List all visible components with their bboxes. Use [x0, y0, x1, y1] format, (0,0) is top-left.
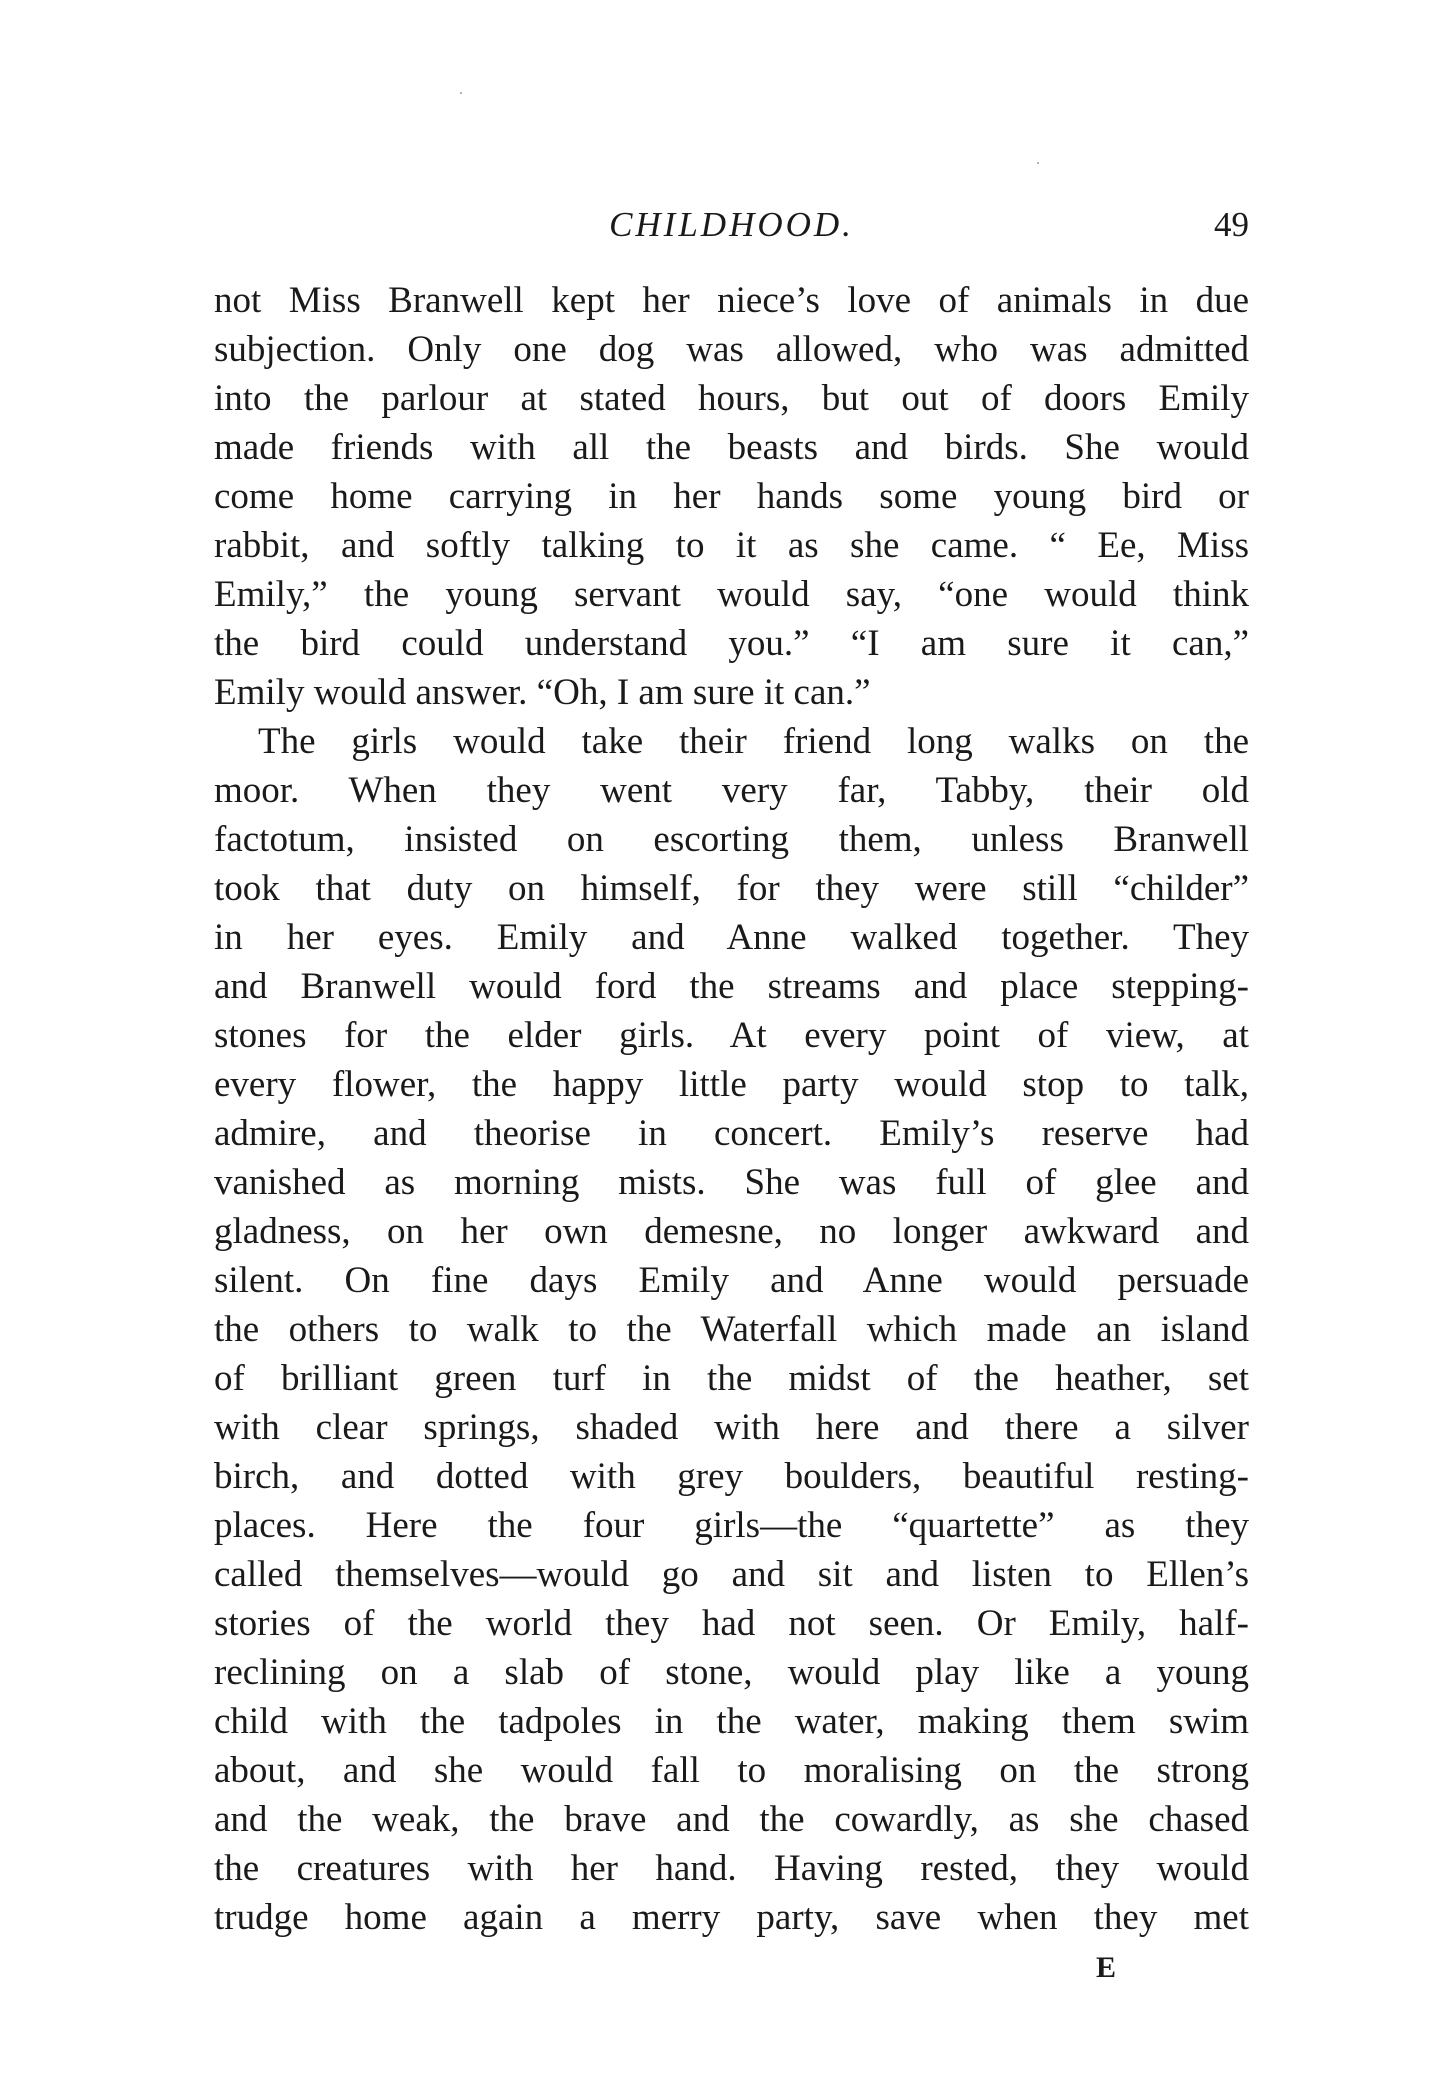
text-line: about, and she would fall to moralising on the strong: [214, 1750, 1249, 1791]
text-line: in her eyes. Emily and Anne walked together. They: [214, 917, 1249, 958]
text-line: rabbit, and softly talking to it as she came. “ Ee, Miss: [214, 525, 1249, 566]
text-line: stories of the world they had not seen. Or Emily, half-: [214, 1603, 1249, 1644]
text-line: admire, and theorise in concert. Emily’s reserve had: [214, 1113, 1249, 1154]
text-line: vanished as morning mists. She was full of glee and: [214, 1162, 1249, 1203]
text-line: factotum, insisted on escorting them, unless Branwell: [214, 819, 1249, 860]
text-line: Emily,” the young servant would say, “one would think: [214, 574, 1249, 615]
text-line: made friends with all the beasts and birds. She would: [214, 427, 1249, 468]
text-line: and Branwell would ford the streams and place stepping-: [214, 966, 1249, 1007]
running-title: CHILDHOOD.: [609, 205, 854, 244]
paper-speck: [460, 92, 462, 94]
text-line: and the weak, the brave and the cowardly, as she chased: [214, 1799, 1249, 1840]
text-line: Emily would answer. “Oh, I am sure it can.”: [214, 672, 871, 713]
text-line: not Miss Branwell kept her niece’s love of animals in due: [214, 280, 1249, 321]
text-line: the creatures with her hand. Having rested, they would: [214, 1848, 1249, 1889]
text-line: child with the tadpoles in the water, making them swim: [214, 1701, 1249, 1742]
text-line: places. Here the four girls—the “quartette” as they: [214, 1505, 1249, 1546]
text-line: took that duty on himself, for they were still “childer”: [214, 868, 1249, 909]
text-line: moor. When they went very far, Tabby, their old: [214, 770, 1249, 811]
body-text: [214, 276, 1249, 1942]
text-line: every flower, the happy little party would stop to talk,: [214, 1064, 1249, 1105]
text-line: the bird could understand you.” “I am sure it can,”: [214, 623, 1249, 664]
signature-mark: E: [1096, 1951, 1117, 1984]
text-line: stones for the elder girls. At every point of view, at: [214, 1015, 1249, 1056]
text-line: birch, and dotted with grey boulders, beautiful resting-: [214, 1456, 1249, 1497]
text-line: The girls would take their friend long walks on the: [258, 721, 1249, 762]
text-line: with clear springs, shaded with here and there a silver: [214, 1407, 1249, 1448]
paper-speck: [1037, 162, 1039, 164]
text-line: gladness, on her own demesne, no longer awkward and: [214, 1211, 1249, 1252]
text-line: silent. On fine days Emily and Anne would persuade: [214, 1260, 1249, 1301]
page-header: [214, 205, 1249, 255]
text-line: come home carrying in her hands some young bird or: [214, 476, 1249, 517]
text-line: of brilliant green turf in the midst of the heather, set: [214, 1358, 1249, 1399]
text-line: the others to walk to the Waterfall which made an island: [214, 1309, 1249, 1350]
text-line: reclining on a slab of stone, would play like a young: [214, 1652, 1249, 1693]
text-line: subjection. Only one dog was allowed, who was admitted: [214, 329, 1249, 370]
page-number: 49: [1214, 205, 1249, 244]
text-line: trudge home again a merry party, save when they met: [214, 1897, 1249, 1938]
text-line: called themselves—would go and sit and listen to Ellen’s: [214, 1554, 1249, 1595]
text-line: into the parlour at stated hours, but out of doors Emily: [214, 378, 1249, 419]
